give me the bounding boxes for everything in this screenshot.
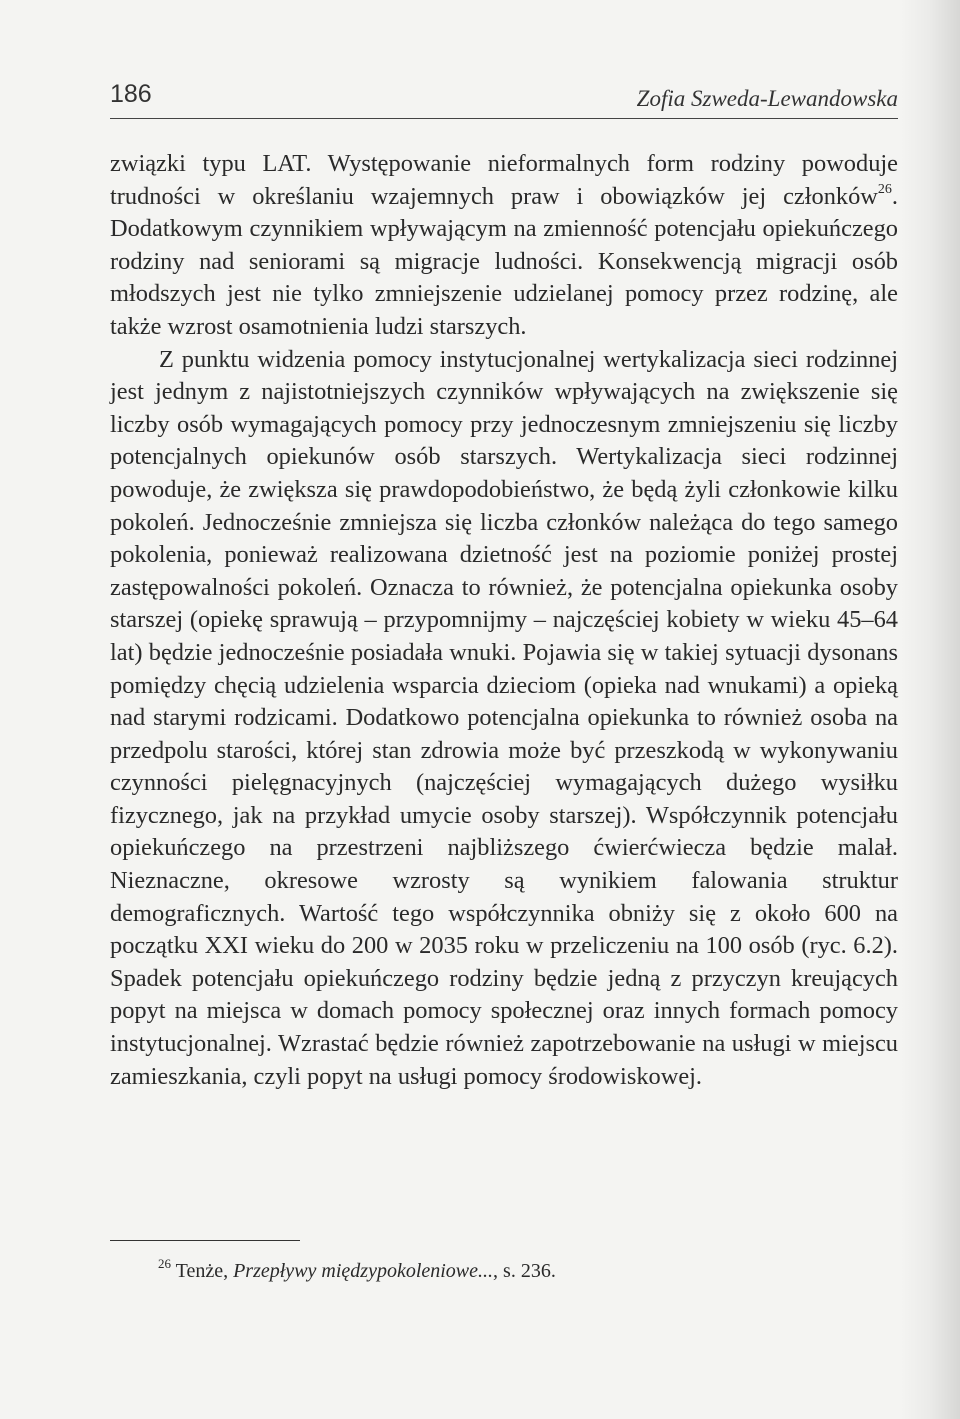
paragraph-1-after-note: . Dodatkowym czynnikiem wpływającym na zmienność potencjału opiekuńczego rodziny nad seniorami są migracje ludności. Konsekwencją migracji osób młodszych jest nie tylko zmniejszenie udzielanej pomocy przez rodzinę, ale także wzrost osamotnienia ludzi starszych. [110,182,898,340]
page-edge-shadow [900,0,960,1419]
footnote-tail: , s. 236. [493,1260,556,1282]
footnote-title: Przepływy międzypokoleniowe... [233,1260,494,1282]
paragraph-1 [110,148,898,344]
page-number: 186 [110,80,152,108]
header-rule [110,118,898,119]
footnote [158,1258,878,1284]
paragraph-2: Z punktu widzenia pomocy instytucjonalnej wertykalizacja sieci rodzinnej jest jednym z najistotniejszych czynników wpływających na zwiększenie się liczby osób wymagających pomocy przy jednoczesnym zmniejszeniu się liczby potencjalnych opiekunów osób starszych. Wertykalizacja sieci rodzinnej powoduje, że zwiększa się prawdopodobieństwo, że będą żyli członkowie kilku pokoleń. Jednocześnie zmniejsza się liczba członków należąca do tego samego pokolenia, ponieważ realizowana dzietność jest na poziomie poniżej prostej zastępowalności pokoleń. Oznacza to również, że potencjalna opiekunka osoby starszej (opiekę sprawują – przypomnijmy – najczęściej kobiety w wieku 45–64 lat) będzie jednocześnie posiadała wnuki. Pojawia się w takiej sytuacji dysonans pomiędzy chęcią udzielenia wsparcia dzieciom (opieka nad wnukami) a opieką nad starymi rodzicami. Dodatkowo potencjalna opiekunka to również osoba na przedpolu starości, której stan zdrowia może być przeszkodą w wykonywaniu czynności pielęgnacyjnych (najczęściej wymagających dużego wysiłku fizycznego, jak na przykład umycie osoby starszej). Współczynnik potencjału opiekuńczego na przestrzeni najbliższego ćwierćwiecza będzie malał. Nieznaczne, okresowe wzrosty są wynikiem falowania struktur demograficznych. Wartość tego współczynnika obniży się z około 600 na początku XXI wieku do 200 w 2035 roku w przeliczeniu na 100 osób (ryc. 6.2). Spadek potencjału opiekuńczego rodziny będzie jedną z przyczyn kreujących popyt na miejsca w domach pomocy społecznej oraz innych formach pomocy instytucjonalnej. Wzrastać będzie również zapotrzebowanie na usługi w miejscu zamieszkania, czyli popyt na usługi pomocy środowiskowej. [110,345,898,1090]
running-head-author: Zofia Szweda-Lewandowska [636,86,898,111]
footnote-lead: Tenże, [175,1260,229,1282]
footnote-number: 26 [158,1256,171,1271]
paragraph-1-before-note: związki typu LAT. Występowanie nieformalnych form rodziny powoduje trudności w określaniu wzajemnych praw i obowiązków jej członków [110,150,898,210]
footnote-rule [110,1240,300,1241]
page-header [110,80,898,120]
body-text [110,148,898,1093]
footnote-reference[interactable]: 26 [877,181,892,197]
